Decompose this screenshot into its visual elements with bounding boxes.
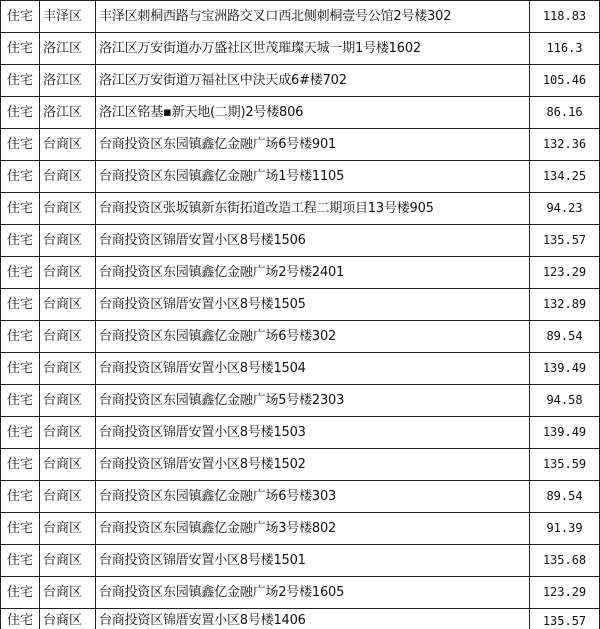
district-cell: 台商区 (40, 449, 96, 480)
area-cell: 91.39 (530, 513, 600, 544)
district-cell: 台商区 (40, 513, 96, 544)
type-cell: 住宅 (0, 33, 40, 64)
table-row (0, 545, 600, 577)
district-cell: 台商区 (40, 129, 96, 160)
area-cell: 139.49 (530, 417, 600, 448)
table-row (0, 289, 600, 321)
district-cell: 台商区 (40, 577, 96, 608)
district-cell: 台商区 (40, 225, 96, 256)
area-cell: 135.59 (530, 449, 600, 480)
district-cell: 台商区 (40, 257, 96, 288)
type-cell: 住宅 (0, 545, 40, 576)
type-cell: 住宅 (0, 353, 40, 384)
area-cell: 135.57 (530, 609, 600, 629)
type-cell: 住宅 (0, 449, 40, 480)
type-cell: 住宅 (0, 193, 40, 224)
address-cell: 洛江区万安街道万福社区中決天成6#楼702 (96, 65, 530, 96)
district-cell: 丰泽区 (40, 1, 96, 32)
district-cell: 台商区 (40, 417, 96, 448)
type-cell: 住宅 (0, 417, 40, 448)
table-row (0, 449, 600, 481)
address-cell: 台商投资区锦厝安置小区8号楼1506 (96, 225, 530, 256)
address-cell: 洛江区铭基▪新天地(二期)2号楼806 (96, 97, 530, 128)
area-cell: 116.3 (530, 33, 600, 64)
address-cell: 台商投资区锦厝安置小区8号楼1503 (96, 417, 530, 448)
type-cell: 住宅 (0, 129, 40, 160)
district-cell: 台商区 (40, 353, 96, 384)
address-cell: 台商投资区东园镇鑫亿金融广场6号楼302 (96, 321, 530, 352)
type-cell: 住宅 (0, 577, 40, 608)
table-row (0, 353, 600, 385)
type-cell: 住宅 (0, 161, 40, 192)
type-cell: 住宅 (0, 257, 40, 288)
district-cell: 台商区 (40, 545, 96, 576)
table-row (0, 33, 600, 65)
area-cell: 139.49 (530, 353, 600, 384)
area-cell: 89.54 (530, 481, 600, 512)
area-cell: 123.29 (530, 257, 600, 288)
district-cell: 台商区 (40, 385, 96, 416)
area-cell: 94.58 (530, 385, 600, 416)
area-cell: 132.36 (530, 129, 600, 160)
district-cell: 台商区 (40, 193, 96, 224)
table-row (0, 609, 600, 629)
address-cell: 台商投资区张坂镇新东街拓道改造工程二期项目13号楼905 (96, 193, 530, 224)
area-cell: 134.25 (530, 161, 600, 192)
address-cell: 台商投资区东园镇鑫亿金融广场2号楼2401 (96, 257, 530, 288)
table-row (0, 1, 600, 33)
address-cell: 台商投资区东园镇鑫亿金融广场3号楼802 (96, 513, 530, 544)
type-cell: 住宅 (0, 385, 40, 416)
table-row (0, 193, 600, 225)
table-row (0, 577, 600, 609)
address-cell: 台商投资区东园镇鑫亿金融广场5号楼2303 (96, 385, 530, 416)
table-row (0, 385, 600, 417)
district-cell: 台商区 (40, 321, 96, 352)
address-cell: 台商投资区锦厝安置小区8号楼1502 (96, 449, 530, 480)
address-cell: 丰泽区刺桐西路与宝洲路交叉口西北侧刺桐壹号公馆2号楼302 (96, 1, 530, 32)
table-row (0, 513, 600, 545)
district-cell: 台商区 (40, 289, 96, 320)
table-row (0, 481, 600, 513)
address-cell: 洛江区万安街道办万盛社区世茂璀璨天城一期1号楼1602 (96, 33, 530, 64)
address-cell: 台商投资区锦厝安置小区8号楼1406 (96, 609, 530, 629)
table-row (0, 97, 600, 129)
type-cell: 住宅 (0, 97, 40, 128)
table-row (0, 417, 600, 449)
district-cell: 洛江区 (40, 65, 96, 96)
area-cell: 86.16 (530, 97, 600, 128)
type-cell: 住宅 (0, 65, 40, 96)
type-cell: 住宅 (0, 225, 40, 256)
area-cell: 89.54 (530, 321, 600, 352)
district-cell: 台商区 (40, 609, 96, 629)
address-cell: 台商投资区锦厝安置小区8号楼1501 (96, 545, 530, 576)
area-cell: 118.83 (530, 1, 600, 32)
table-row (0, 257, 600, 289)
address-cell: 台商投资区锦厝安置小区8号楼1504 (96, 353, 530, 384)
table-row (0, 225, 600, 257)
table-row (0, 65, 600, 97)
area-cell: 94.23 (530, 193, 600, 224)
table-row (0, 321, 600, 353)
address-cell: 台商投资区锦厝安置小区8号楼1505 (96, 289, 530, 320)
area-cell: 135.68 (530, 545, 600, 576)
address-cell: 台商投资区东园镇鑫亿金融广场1号楼1105 (96, 161, 530, 192)
type-cell: 住宅 (0, 321, 40, 352)
district-cell: 台商区 (40, 481, 96, 512)
address-cell: 台商投资区东园镇鑫亿金融广场6号楼901 (96, 129, 530, 160)
type-cell: 住宅 (0, 609, 40, 629)
area-cell: 105.46 (530, 65, 600, 96)
address-cell: 台商投资区东园镇鑫亿金融广场6号楼303 (96, 481, 530, 512)
type-cell: 住宅 (0, 513, 40, 544)
district-cell: 洛江区 (40, 97, 96, 128)
type-cell: 住宅 (0, 1, 40, 32)
area-cell: 132.89 (530, 289, 600, 320)
table-row (0, 161, 600, 193)
district-cell: 台商区 (40, 161, 96, 192)
area-cell: 123.29 (530, 577, 600, 608)
area-cell: 135.57 (530, 225, 600, 256)
type-cell: 住宅 (0, 481, 40, 512)
type-cell: 住宅 (0, 289, 40, 320)
district-cell: 洛江区 (40, 33, 96, 64)
address-cell: 台商投资区东园镇鑫亿金融广场2号楼1605 (96, 577, 530, 608)
table-row (0, 129, 600, 161)
